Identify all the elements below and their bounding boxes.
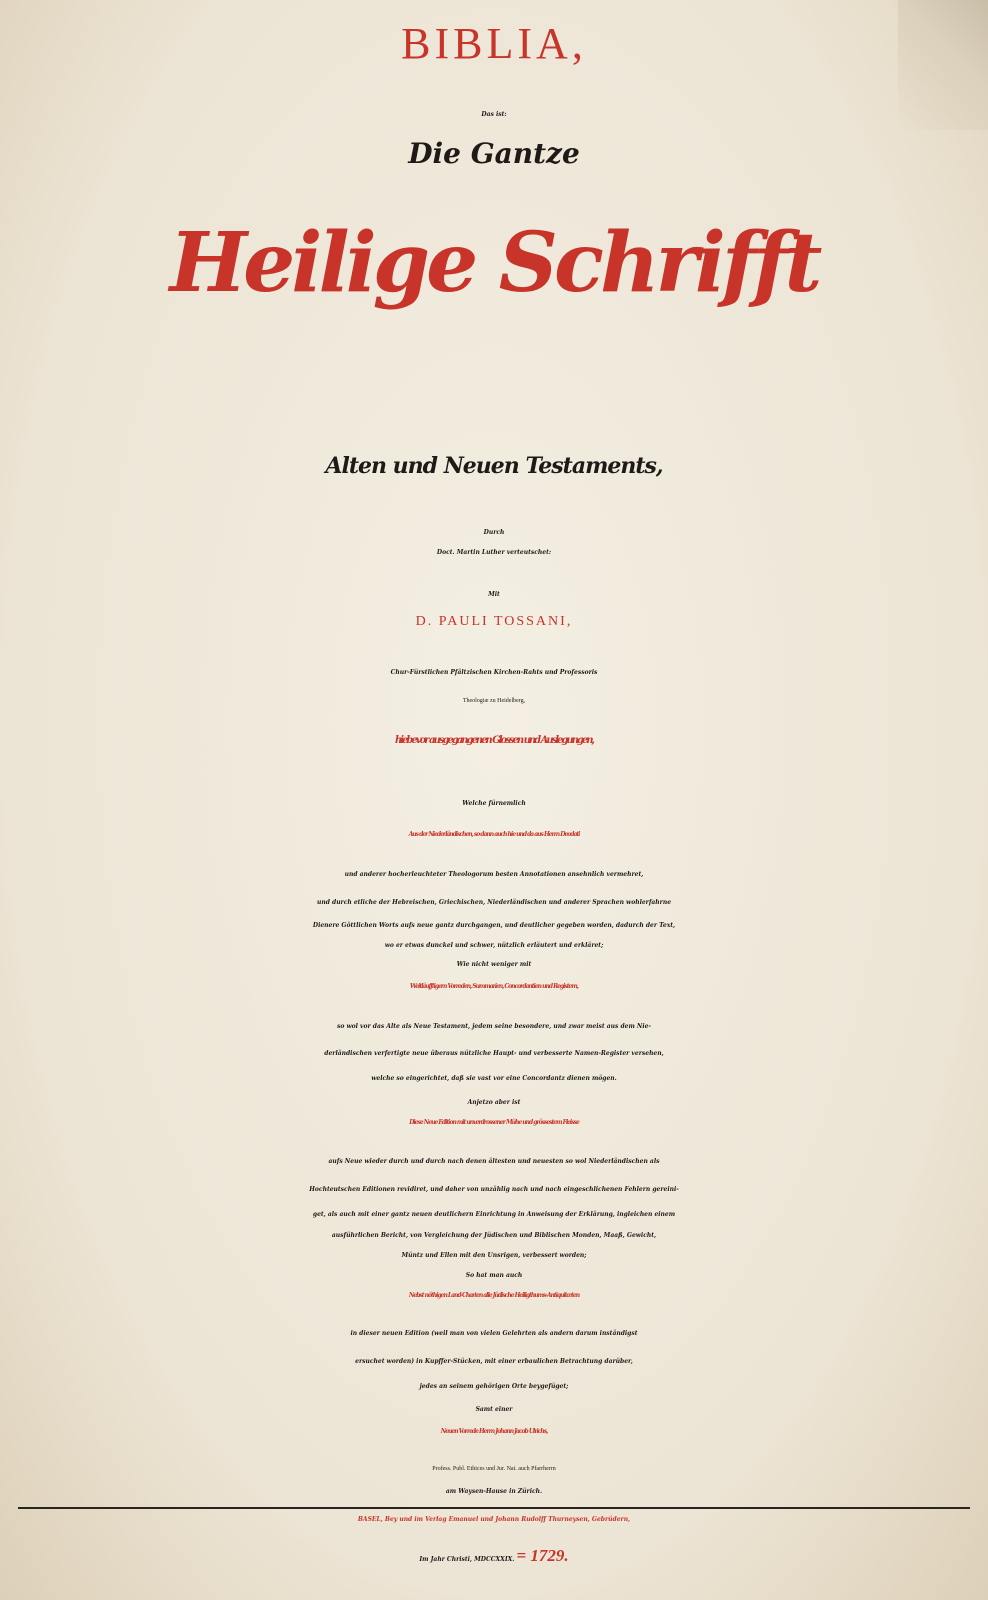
dienere-line: Dienere Göttlichen Worts aufs neue gantz durchgangen, und deutlicher gegeben worden, dadurch der Text, bbox=[312, 922, 676, 929]
so-wol-line: so wol vor das Alte als Neue Testament, jedem seine besondere, und zwar meist aus dem Nie- bbox=[337, 1023, 651, 1030]
basel-line: BASEL, Bey und im Verlag Emanuel und Johann Rudolff Thurneysen, Gebrüdern, bbox=[357, 1516, 631, 1523]
testaments: Alten und Neuen Testaments, bbox=[325, 453, 663, 479]
nebst-line: Nebst nöthigen Land-Charten alle Jüdische Heiligthums-Antiquitæten bbox=[408, 1292, 580, 1299]
anjetzo-line: Anjetzo aber ist bbox=[467, 1099, 521, 1106]
diese-neue-line: Diese Neue Edition mit unverdrossener Mühe und grössestem Fleisse bbox=[409, 1119, 579, 1126]
so-hat-line: So hat man auch bbox=[465, 1272, 523, 1279]
waysen-line: am Waysen-Hause in Zürich. bbox=[445, 1488, 543, 1495]
ersuchet-line: ersuchet worden) in Kupffer-Stücken, mit einer erbaulichen Betrachtung darüber, bbox=[355, 1358, 633, 1365]
aufs-neue-line: aufs Neue wieder durch und durch nach denen ältesten und neuesten so wol Niederländischen als bbox=[328, 1158, 660, 1165]
welche-line: Welche fürnemlich bbox=[462, 800, 526, 807]
weitlaeufftigern-line: Weitläufftigern Vorreden, Summarien, Concordantien und Registern, bbox=[410, 983, 578, 990]
jahr-line bbox=[0, 1547, 988, 1564]
ausfuehrlichen-line: ausführlichen Bericht, von Vergleichung der Jüdischen und Biblischen Monden, Maaß, Gewicht, bbox=[331, 1232, 657, 1239]
profess-line: Profess. Publ. Ethices und Jur. Nat. auch Pfarrherrn bbox=[432, 1466, 556, 1472]
samt-line: Samt einer bbox=[475, 1406, 513, 1413]
und-durch-line: und durch etliche der Hebreischen, Griechischen, Niederländischen und anderer Sprachen wohlerfahrne bbox=[316, 899, 672, 906]
welche-so-line: welche so eingerichtet, daß sie vast vor eine Concordantz dienen mögen. bbox=[371, 1075, 617, 1082]
aus-der-line: Aus der Niederländischen, so dann auch hie und da aus Herrn Deodati bbox=[408, 831, 580, 838]
vorrede-line: Neuen Vorrede Herrn Johann Jacob Ulrichs, bbox=[440, 1428, 548, 1435]
jahr-text: Im Jahr Christi, MDCCXXIX. bbox=[419, 1556, 515, 1563]
heilige-schrift: Heilige Schrifft bbox=[169, 215, 819, 311]
imprint-rule bbox=[18, 1507, 970, 1509]
theologiae-line: Theologiæ zu Heidelberg, bbox=[462, 698, 526, 704]
title-biblia: BIBLIA, bbox=[401, 19, 587, 68]
tossani: D. PAULI TOSSANI, bbox=[415, 614, 573, 629]
wie-nicht-line: Wie nicht weniger mit bbox=[456, 961, 532, 968]
muentz-line: Müntz und Ellen mit den Unsrigen, verbessert worden; bbox=[401, 1252, 587, 1259]
get-line: get, als auch mit einer gantz neuen deutlichern Einrichtung in Anweisung der Erklärung, ingleichen einem bbox=[312, 1211, 676, 1218]
mit: Mit bbox=[488, 591, 500, 598]
glossen-line: hiebevor ausgegangenen Glossen und Auslegungen, bbox=[394, 735, 594, 746]
hochteutschen-line: Hochteutschen Editionen revidiret, und daher von unzählig nach und nach eingeschlichenen Fehlern gereini- bbox=[309, 1186, 679, 1193]
jedes-line: jedes an seinem gehörigen Orte beygefüget; bbox=[419, 1383, 569, 1390]
luther: Doct. Martin Luther verteutschet: bbox=[436, 549, 552, 556]
durch: Durch bbox=[483, 529, 505, 536]
derlaendischen-line: derländischen verfertigte neue überaus nützliche Haupt- und verbesserte Namen-Register versehen, bbox=[324, 1050, 664, 1057]
in-dieser-line: in dieser neuen Edition (weil man von vielen Gelehrten als andern darum inständigst bbox=[350, 1330, 638, 1337]
handwritten-year: = 1729. bbox=[516, 1546, 569, 1565]
und-anderer-line: und anderer hocherleuchteter Theologorum besten Annotationen ansehnlich vermehret, bbox=[344, 871, 644, 878]
das-ist: Das ist: bbox=[481, 111, 507, 118]
chur-line: Chur-Fürstlichen Pfältzischen Kirchen-Rahts und Professoris bbox=[390, 669, 598, 676]
die-gantze: Die Gantze bbox=[408, 137, 580, 170]
wo-er-line: wo er etwas dunckel und schwer, nützlich erläutert und erkläret; bbox=[384, 942, 604, 949]
